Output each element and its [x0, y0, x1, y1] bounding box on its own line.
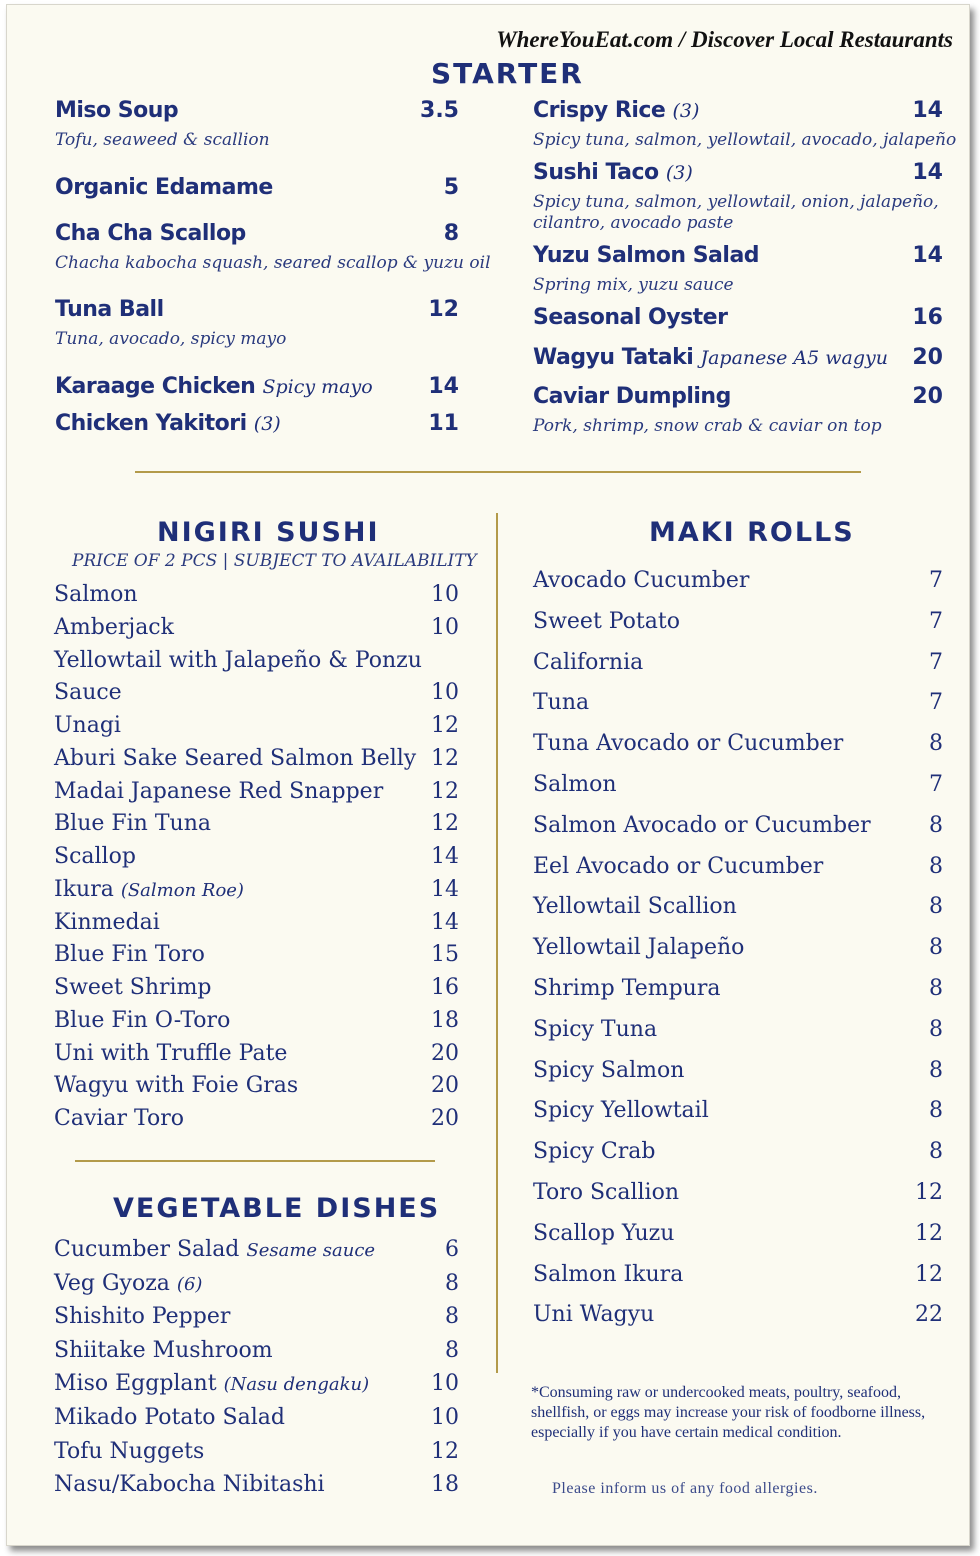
item-name — [533, 1139, 655, 1164]
item-price: 11 — [428, 411, 459, 436]
item-note: (Nasu dengaku) — [223, 1374, 370, 1396]
item-name — [54, 811, 211, 836]
item-price: 12 — [428, 297, 459, 322]
item-name — [54, 910, 160, 935]
item-name-text: Blue Fin O-Toro — [54, 1007, 231, 1033]
item-name — [533, 1098, 709, 1123]
item-name — [533, 1017, 657, 1042]
item-name — [54, 582, 138, 607]
item-name-text: Karaage Chicken — [55, 374, 256, 399]
item-name-text: Salmon Avocado or Cucumber — [533, 812, 871, 838]
item-name-text: Tuna Avocado or Cucumber — [533, 731, 844, 757]
item-name — [54, 1041, 287, 1066]
item-name-text: Blue Fin Tuna — [54, 811, 211, 837]
item-name — [55, 98, 178, 123]
item-price: 16 — [912, 305, 943, 330]
item-name — [54, 975, 212, 1000]
item-description: Spring mix, yuzu sauce — [533, 275, 734, 295]
item-name-text: Kinmedai — [54, 909, 160, 935]
item-name-text: Toro Scallion — [533, 1180, 679, 1205]
item-name — [54, 1472, 325, 1497]
item-price: 8 — [929, 894, 943, 920]
allergy-note: Please inform us of any food allergies. — [552, 1480, 818, 1497]
item-name-text: Aburi Sake Seared Salmon Belly — [54, 745, 417, 771]
item-price: 10 — [431, 680, 459, 706]
item-name — [54, 746, 416, 771]
disclaimer-text: *Consuming raw or undercooked meats, poultry, seafood, shellfish, or eggs may increase your risk of foodborne illness, especially if you have certain medical condition. — [531, 1384, 926, 1441]
item-price: 14 — [912, 243, 943, 268]
item-note: (Salmon Roe) — [120, 879, 244, 901]
divider-nigiri — [75, 1160, 435, 1162]
item-name — [54, 713, 121, 738]
item-price: 8 — [929, 935, 943, 961]
item-price: 12 — [431, 745, 459, 771]
item-price: 8 — [929, 812, 943, 838]
item-name — [54, 779, 383, 804]
item-name — [55, 175, 273, 200]
item-name-text: Uni with Truffle Pate — [54, 1040, 288, 1066]
item-price: 8 — [929, 731, 943, 757]
item-name — [533, 345, 888, 370]
item-price: 10 — [431, 582, 459, 607]
item-name-text: Sushi Taco — [533, 160, 659, 185]
item-name-text: Seasonal Oyster — [533, 305, 728, 330]
item-description: Pork, shrimp, snow crab & caviar on top — [533, 416, 882, 436]
item-name-text: Salmon — [533, 772, 617, 797]
item-name — [533, 243, 759, 268]
item-price: 14 — [428, 374, 459, 399]
site-watermark: WhereYouEat.com / Discover Local Restaurants — [496, 27, 953, 52]
item-price: 3.5 — [420, 98, 459, 123]
item-name — [54, 680, 122, 705]
item-name-text: Miso Soup — [55, 98, 179, 123]
item-name — [54, 1008, 230, 1033]
item-name — [533, 690, 589, 715]
maki-title: MAKI ROLLS — [649, 517, 855, 548]
item-name-text: Sauce — [54, 680, 122, 706]
item-price: 8 — [929, 1139, 943, 1165]
item-name — [533, 935, 744, 960]
item-price: 14 — [431, 909, 459, 935]
item-description: Tofu, seaweed & scallion — [55, 130, 270, 150]
item-price: 14 — [431, 844, 459, 869]
item-name-text: Unagi — [54, 713, 121, 738]
item-price: 12 — [431, 811, 459, 837]
item-name — [533, 1302, 654, 1327]
nigiri-subtitle: PRICE OF 2 PCS | SUBJECT TO AVAILABILITY — [72, 551, 477, 571]
item-price: 8 — [929, 976, 943, 1001]
item-name-text: Shrimp Tempura — [533, 976, 721, 1001]
item-name — [533, 976, 720, 1001]
item-price: 8 — [445, 1304, 459, 1330]
item-name-text: Wagyu with Foie Gras — [54, 1073, 299, 1099]
item-name — [533, 1058, 684, 1083]
item-description: Tuna, avocado, spicy mayo — [55, 329, 287, 349]
item-name-text: Madai Japanese Red Snapper — [54, 778, 384, 804]
item-name-text: Yellowtail Scallion — [533, 894, 737, 920]
item-name — [533, 160, 693, 185]
item-price: 7 — [929, 772, 943, 797]
item-name-text: Tuna — [533, 690, 590, 716]
item-price: 8 — [929, 853, 943, 879]
item-name-text: Sweet Potato — [533, 608, 680, 634]
item-price: 20 — [912, 384, 943, 409]
item-name — [54, 1439, 204, 1464]
item-name — [54, 942, 205, 967]
item-price: 20 — [431, 1106, 459, 1131]
item-name-text: Scallop Yuzu — [533, 1220, 675, 1246]
item-name — [533, 772, 617, 797]
item-name — [54, 1073, 298, 1098]
starter-title: STARTER — [431, 57, 584, 90]
item-name-text: Chicken Yakitori — [55, 411, 247, 436]
item-name — [55, 297, 164, 322]
item-price: 8 — [445, 1337, 459, 1363]
item-price: 20 — [912, 345, 943, 370]
item-price: 7 — [929, 649, 943, 675]
item-name-text: Spicy Salmon — [533, 1057, 685, 1083]
item-description: Spicy tuna, salmon, yellowtail, avocado, jalapeño — [533, 130, 957, 150]
item-name-text: Tofu Nuggets — [54, 1438, 205, 1464]
item-name-text: Tuna Ball — [55, 297, 164, 322]
item-name — [533, 568, 749, 593]
item-name-text: Miso Eggplant — [54, 1371, 217, 1397]
item-price: 8 — [929, 1016, 943, 1042]
item-name — [55, 374, 373, 399]
item-name-text: Yellowtail Jalapeño — [533, 935, 745, 961]
item-price: 14 — [912, 160, 943, 185]
item-name — [54, 1106, 184, 1131]
item-name — [533, 305, 727, 330]
item-name-text: Spicy Yellowtail — [533, 1098, 709, 1124]
item-name-text: Wagyu Tataki — [533, 345, 694, 370]
item-name-text: Salmon — [54, 582, 138, 607]
item-name-text: Scallop — [54, 844, 136, 869]
column-divider — [496, 513, 498, 1373]
item-name — [533, 1262, 683, 1287]
item-note: (3) — [253, 413, 281, 435]
item-price: 14 — [431, 876, 459, 902]
item-name — [54, 877, 244, 902]
item-price: 10 — [431, 1405, 459, 1430]
item-name — [54, 1237, 375, 1262]
item-name — [533, 1221, 674, 1246]
item-name-text: Eel Avocado or Cucumber — [533, 853, 824, 879]
item-name-text: Sweet Shrimp — [54, 975, 212, 1000]
item-name-text: Ikura — [54, 876, 114, 902]
item-name — [55, 221, 246, 246]
item-name — [54, 1304, 230, 1329]
item-name — [533, 894, 737, 919]
item-price: 7 — [929, 608, 943, 634]
item-price: 18 — [431, 1472, 459, 1498]
menu-page — [6, 4, 970, 1546]
item-description: Spicy tuna, salmon, yellowtail, onion, jalapeño, — [533, 192, 939, 212]
item-name-text: Mikado Potato Salad — [54, 1405, 285, 1430]
item-name — [54, 648, 422, 673]
item-note: Spicy mayo — [262, 376, 373, 398]
item-name-text: Veg Gyoza — [54, 1270, 170, 1296]
item-note: Japanese A5 wagyu — [700, 347, 888, 369]
item-name-text: Caviar Toro — [54, 1106, 185, 1131]
item-note: (6) — [176, 1273, 203, 1295]
item-price: 22 — [915, 1302, 943, 1328]
item-name — [54, 844, 136, 869]
item-price: 20 — [431, 1073, 459, 1099]
item-name-text: Spicy Crab — [533, 1139, 656, 1165]
item-name-text: Avocado Cucumber — [533, 568, 750, 593]
item-note: Sesame sauce — [246, 1240, 376, 1261]
item-note: (3) — [665, 162, 693, 184]
divider-starter — [135, 471, 861, 473]
item-description: cilantro, avocado paste — [533, 213, 734, 233]
item-name — [533, 650, 643, 675]
item-name-text: Spicy Tuna — [533, 1016, 658, 1042]
item-price: 18 — [431, 1007, 459, 1033]
item-name — [533, 813, 871, 838]
item-name — [54, 1405, 285, 1430]
item-name-text: Yuzu Salmon Salad — [533, 243, 760, 268]
item-price: 8 — [929, 1098, 943, 1124]
item-name-text: Uni Wagyu — [533, 1302, 655, 1328]
item-name-text: Blue Fin Toro — [54, 942, 205, 968]
item-name — [533, 854, 823, 879]
item-name-text: Shishito Pepper — [54, 1304, 231, 1330]
item-name — [54, 615, 174, 640]
item-price: 12 — [431, 713, 459, 738]
item-price: 16 — [431, 975, 459, 1000]
nigiri-title: NIGIRI SUSHI — [157, 517, 380, 548]
item-price: 12 — [431, 1438, 459, 1464]
item-price: 12 — [915, 1180, 943, 1205]
item-price: 12 — [915, 1261, 943, 1287]
item-name — [533, 731, 843, 756]
item-name — [533, 609, 680, 634]
item-price: 5 — [443, 175, 459, 200]
item-name — [533, 1180, 679, 1205]
item-description: Chacha kabocha squash, seared scallop & yuzu oil — [55, 253, 491, 273]
item-price: 14 — [912, 98, 943, 123]
item-price: 20 — [431, 1040, 459, 1066]
item-price: 12 — [915, 1220, 943, 1246]
item-name-text: Yellowtail with Jalapeño & Ponzu — [54, 647, 422, 673]
item-name-text: Salmon Ikura — [533, 1261, 684, 1287]
item-price: 15 — [431, 942, 459, 968]
item-price: 8 — [445, 1270, 459, 1296]
item-name-text: California — [533, 649, 644, 675]
item-name — [54, 1371, 369, 1396]
item-name-text: Crispy Rice — [533, 98, 666, 123]
item-price: 10 — [431, 1371, 459, 1397]
item-name — [54, 1338, 273, 1363]
item-name-text: Shiitake Mushroom — [54, 1337, 273, 1363]
item-price: 6 — [445, 1237, 459, 1262]
item-price: 7 — [929, 568, 943, 593]
item-name — [533, 384, 731, 409]
item-price: 8 — [929, 1057, 943, 1083]
item-price: 12 — [431, 778, 459, 804]
item-name — [54, 1271, 202, 1296]
item-name-text: Amberjack — [54, 614, 174, 640]
item-name-text: Nasu/Kabocha Nibitashi — [54, 1472, 325, 1498]
item-price: 8 — [443, 221, 459, 246]
vegetable-title: VEGETABLE DISHES — [113, 1193, 441, 1224]
item-price: 7 — [929, 690, 943, 716]
item-name — [533, 98, 699, 123]
item-name-text: Cucumber Salad — [54, 1237, 240, 1262]
item-price: 10 — [431, 614, 459, 640]
item-name-text: Organic Edamame — [55, 175, 273, 200]
item-note: (3) — [672, 100, 700, 122]
item-name — [55, 411, 281, 436]
item-name-text: Caviar Dumpling — [533, 384, 731, 409]
item-name-text: Cha Cha Scallop — [55, 221, 246, 246]
